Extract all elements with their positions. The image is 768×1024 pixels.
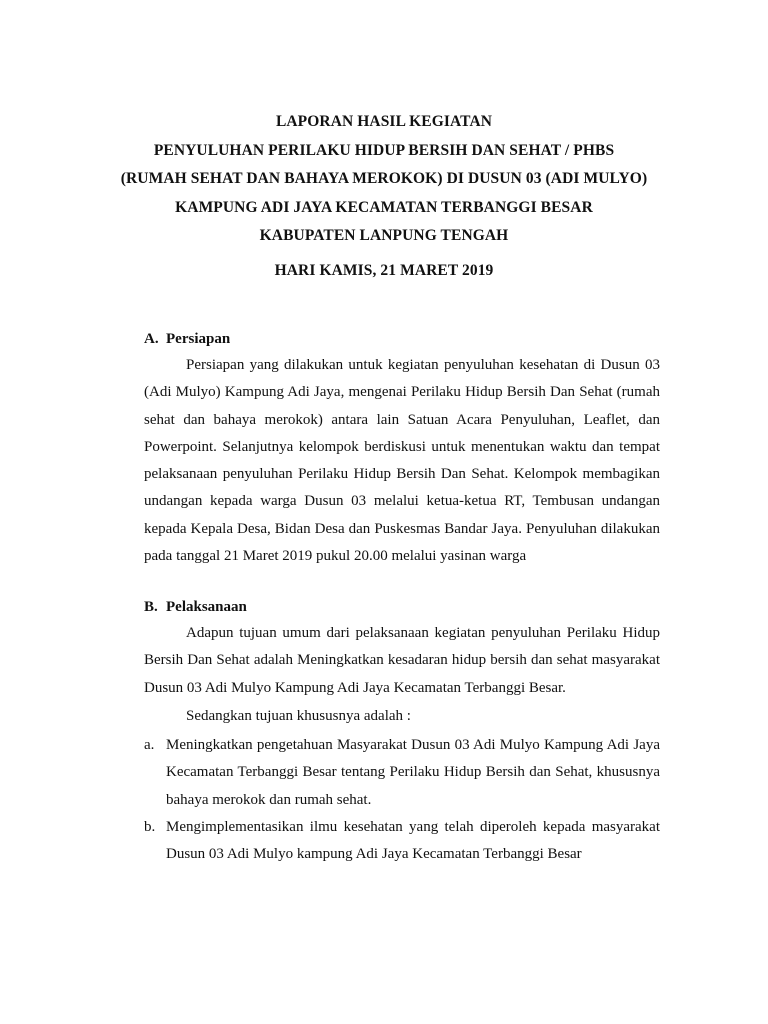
section-heading-text: Pelaksanaan — [166, 599, 247, 615]
section-paragraph: Sedangkan tujuan khususnya adalah : — [186, 707, 411, 724]
section-heading — [144, 594, 660, 620]
section-letter: B. — [144, 599, 158, 615]
list-item — [144, 814, 660, 869]
list-marker: a. — [144, 737, 155, 754]
report-title-block — [0, 108, 768, 285]
section-letter: A. — [144, 331, 159, 347]
list-item-text: Mengimplementasikan ilmu kesehatan yang telah diperoleh kepada masyarakat Dusun 03 Adi Mulyo kampung Adi Jaya Kecamatan Terbanggi Besar — [166, 819, 660, 863]
title-line: (RUMAH SEHAT DAN BAHAYA MEROKOK) DI DUSUN 03 (ADI MULYO) — [120, 170, 648, 187]
section-heading — [144, 326, 660, 352]
title-line: KABUPATEN LANPUNG TENGAH — [259, 227, 509, 244]
title-line: KAMPUNG ADI JAYA KECAMATAN TERBANGGI BESAR — [175, 198, 593, 216]
list-item — [144, 732, 660, 814]
list-marker: b. — [144, 819, 156, 836]
section-pelaksanaan — [144, 594, 660, 869]
section-paragraph: Adapun tujuan umum dari pelaksanaan kegiatan penyuluhan Perilaku Hidup Bersih Dan Sehat adalah Meningkatkan kesadaran hidup bersih dan sehat masyarakat Dusun 03 Adi Mulyo Kampung Adi Jaya Kecamatan Terbanggi Besar. — [144, 625, 660, 696]
list-item-text: Meningkatkan pengetahuan Masyarakat Dusun 03 Adi Mulyo Kampung Adi Jaya Kecamatan Terbanggi Besar tentang Perilaku Hidup Bersih dan Sehat, khususnya bahaya merokok dan rumah sehat. — [166, 737, 660, 808]
section-heading-text: Persiapan — [166, 331, 231, 347]
title-line: LAPORAN HASIL KEGIATAN — [275, 113, 493, 130]
section-paragraph: Persiapan yang dilakukan untuk kegiatan penyuluhan kesehatan di Dusun 03 (Adi Mulyo) Kampung Adi Jaya, mengenai Perilaku Hidup Bersih Dan Sehat (rumah sehat dan bahaya merokok) antara lain Satuan Acara Penyuluhan, Leaflet, dan Powerpoint. Selanjutnya kelompok berdiskusi untuk menentukan waktu dan tempat pelaksanaan penyuluhan Perilaku Hidup Bersih Dan Sehat. Kelompok membagikan undangan kepada warga Dusun 03 melalui ketua-ketua RT, Tembusan undangan kepada Kepala Desa, Bidan Desa dan Puskesmas Bandar Jaya. Penyuluhan dilakukan pada tanggal 21 Maret 2019 pukul 20.00 melalui yasinan warga — [144, 357, 660, 565]
section-persiapan — [144, 326, 660, 570]
objectives-list — [144, 732, 660, 868]
title-line: PENYULUHAN PERILAKU HIDUP BERSIH DAN SEHAT / PHBS — [153, 141, 615, 159]
report-date: HARI KAMIS, 21 MARET 2019 — [274, 261, 494, 279]
